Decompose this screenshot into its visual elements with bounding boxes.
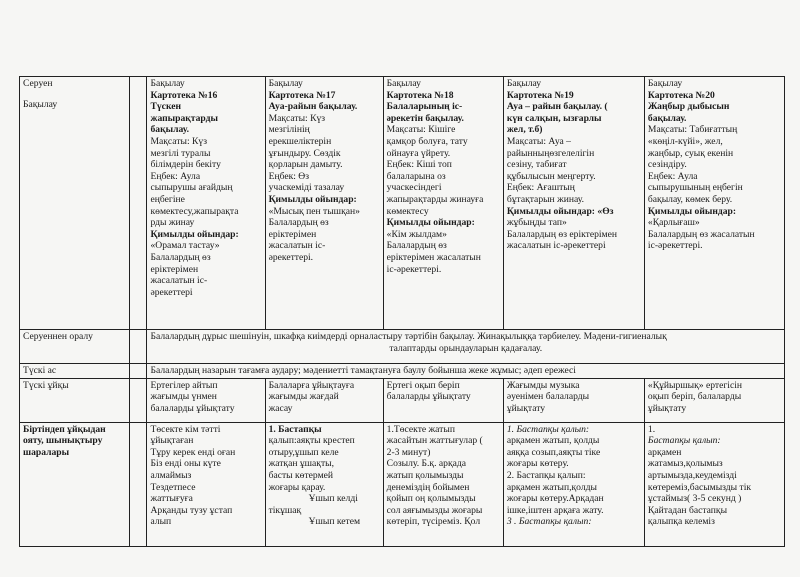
return-text-line-1: Балалардың дұрыс шешінуін, шкафқа киімдерді орналастыру тәртібін бақылау. Жинақылыққа тәрбиелеу. Мәдени-гигиеналық	[150, 331, 667, 342]
nap-text-line: жағымды жағдай	[268, 391, 339, 403]
card-text-line: «Орамал тастау»	[150, 240, 220, 252]
card-text-line: Мақсаты: Күз	[268, 112, 326, 124]
nap-text-line: Балаларға ұйықтауға	[268, 379, 355, 391]
wake-text-line: аяққа созып,аяқты тіке	[506, 446, 601, 458]
wake-row	[20, 422, 785, 546]
return-label: Серуеннен оралу	[23, 331, 93, 342]
card-text-line: ойнауға үйрету.	[386, 147, 451, 159]
card-text-line: еңбегіне	[150, 193, 185, 205]
wake-text-line: қалыпқа келеміз	[647, 516, 715, 528]
card-text-line: Еңбек: Кіші топ	[386, 159, 452, 171]
lunch-label: Түскі ас	[23, 365, 57, 376]
wake-text-line: Ұшып келді	[308, 493, 358, 505]
nap-cell-1	[147, 378, 265, 422]
card-text-line: бақылау.	[150, 124, 190, 136]
wake-text-line: Төсекте кім тәтті	[150, 423, 221, 435]
card-text-line: «Қарлығаш»	[647, 217, 700, 229]
card-text-line: жапырақтарды жинауға	[386, 193, 484, 205]
card-text-line: Ауа – райын бақылау. (	[506, 101, 608, 113]
wake-text-line: жатып қолымызды	[386, 469, 464, 481]
card-text-line: қамқор болуға, тату	[386, 135, 468, 147]
wake-text-line: ұстаймыз( 3-5 секунд )	[647, 493, 742, 505]
lunch-text-cell	[147, 364, 785, 379]
nap-cell-5	[644, 378, 784, 422]
walk-card-17	[265, 77, 383, 330]
card-text-line: бұтақтарын жинау.	[506, 193, 584, 205]
card-text-line: жасалатын іс-	[268, 240, 326, 252]
walk-label: Серуен	[23, 78, 53, 89]
walk-row	[20, 77, 785, 330]
nap-text-line: жасау	[268, 402, 293, 414]
nap-text-line: оқып беріп, балаларды	[647, 391, 742, 403]
lunch-row	[20, 364, 785, 379]
card-text-line: Қимылды ойындар: «Өз	[506, 205, 614, 217]
wake-text-line: жатқан ұшақты,	[268, 458, 335, 470]
wake-text-line: денеміздің бойымен	[386, 481, 470, 493]
card-text-line: Мақсаты: Кішіге	[386, 124, 456, 136]
wake-cell-3	[383, 422, 503, 546]
observation-label: Бақылау	[23, 98, 58, 110]
card-text-line: Қимылды ойындар:	[268, 193, 357, 205]
card-text-line: Картотека №18	[386, 89, 454, 101]
card-text-line: жаңбыр, суық екенін	[647, 147, 734, 159]
nap-label-cell	[20, 378, 130, 422]
nap-text-line: балаларды ұйықтату	[386, 391, 471, 403]
wake-text-line: тікұшақ	[268, 504, 302, 516]
card-text-line: сыпырушының еңбегін	[647, 182, 743, 194]
wake-text-line: қойып оң қолымызды	[386, 493, 476, 505]
card-text-line: мезгілі туралы	[150, 147, 211, 159]
card-text-line: әрекеттері.	[268, 251, 314, 263]
wake-cell-5	[644, 422, 784, 546]
wake-text-line: алып	[150, 516, 172, 528]
wake-text-line: жатамыз,қолымыз	[647, 458, 723, 470]
card-text-line: сезіндіру.	[647, 159, 687, 171]
wake-label-line-1: Біртіндеп ұйқыдан	[23, 423, 106, 435]
nap-text-line: Ертегілер айтып	[150, 379, 218, 391]
wake-text-line: арқамен жатып,қолды	[506, 481, 597, 493]
card-text-line: күн салқын, ызғарлы	[506, 112, 602, 124]
nap-text-line: балаларды ұйықтату	[150, 402, 235, 414]
wake-cell-4	[503, 422, 644, 546]
wake-text-line: көтеріп, түсіреміз. Қол	[386, 516, 481, 528]
nap-text-line: ұйықтату	[506, 402, 546, 414]
card-text-line: әрекеттері	[150, 286, 193, 298]
card-text-line: «көңіл-күйі», жел,	[647, 135, 723, 147]
walk-label-cell	[20, 77, 130, 330]
nap-label: Түскі ұйқы	[23, 379, 69, 391]
card-text-line: жұбыңды тап»	[506, 217, 567, 229]
card-text-line: іс-әрекеттері.	[647, 240, 703, 252]
card-text-line: Ауа-райын бақылау.	[268, 101, 358, 113]
card-text-line: Бақылау	[506, 78, 542, 89]
card-text-line: мезгілінің	[268, 124, 310, 136]
wake-text-line: 3 . Бастапқы қалып:	[506, 516, 592, 528]
card-text-line: Қимылды ойындар:	[386, 217, 475, 229]
card-text-line: Бақылау	[268, 78, 303, 89]
card-text-line: Картотека №20	[647, 89, 715, 101]
wake-text-line: 1.	[647, 423, 656, 435]
card-text-line: іс-әрекеттері.	[386, 263, 442, 275]
nap-text-line: Ертегі оқып беріп	[386, 379, 460, 391]
wake-text-line: Қайтадан бастапқы	[647, 504, 728, 516]
wake-text-line: 2-3 минут)	[386, 446, 431, 458]
lunch-label-cell	[20, 364, 130, 379]
wake-label-cell	[20, 422, 130, 546]
card-text-line: бақылау, көмек беру.	[647, 193, 733, 205]
wake-label-line-2: ояту, шынықтыру	[23, 435, 103, 447]
card-text-line: еріктерімен жасалатын	[386, 251, 481, 263]
wake-text-line: арқамен жатып, қолды	[506, 435, 600, 447]
nap-text-line: «Құйыршық» ертегісін	[647, 379, 743, 391]
wake-text-line: 1. Бастапқы қалып:	[506, 423, 590, 435]
wake-label-line-3: шаралары	[23, 446, 70, 458]
wake-cell-1	[147, 422, 265, 546]
card-text-line: жасалатын іс-	[150, 275, 208, 287]
card-text-line: Балалардың өз еріктерімен	[506, 228, 618, 240]
return-text-line-2: талаптарды орындауларын қадағалау.	[389, 342, 543, 354]
card-text-line: Еңбек: Аула	[150, 170, 201, 182]
card-text-line: көмектесу,жапырақта	[150, 205, 239, 217]
wake-text-line: ұйықтаған	[150, 435, 194, 447]
return-label-cell	[20, 330, 130, 364]
card-text-line: Картотека №19	[506, 89, 574, 101]
daily-plan-table	[19, 76, 785, 547]
card-text-line: Мақсаты: Ауа –	[506, 135, 571, 147]
card-text-line: Еңбек: Аула	[647, 170, 698, 182]
wake-text-line: басты көтермей	[268, 469, 334, 481]
card-text-line: сыпырушы ағайдың	[150, 182, 233, 194]
nap-text-line: Жағымды музыка	[506, 379, 580, 391]
card-text-line: еріктерімен	[268, 228, 317, 240]
spacer-cell	[129, 330, 147, 364]
spacer-cell	[129, 77, 147, 330]
nap-cell-4	[503, 378, 644, 422]
card-text-line: райынныңөзгелелігін	[506, 147, 595, 159]
card-text-line: еріктерімен	[150, 263, 199, 275]
card-text-line: Қимылды ойындар:	[647, 205, 737, 217]
wake-text-line: көтереміз,басымызды тік	[647, 481, 752, 493]
card-text-line: Балаларының іс-	[386, 101, 463, 113]
wake-text-line: 1. Бастапқы	[268, 423, 322, 435]
card-text-line: Балалардың өз	[268, 217, 329, 229]
card-text-line: ерекшеліктерін	[268, 135, 332, 147]
card-text-line: жасалатын іс-әрекеттері	[506, 240, 606, 252]
card-text-line: ұғындыру. Сөздік	[268, 147, 341, 159]
wake-text-line: Ұшып кетем	[308, 516, 361, 528]
card-text-line: білімдерін бекіту	[150, 159, 221, 171]
wake-text-line: 2. Бастапқы қалып:	[506, 469, 586, 481]
return-row	[20, 330, 785, 364]
nap-row	[20, 378, 785, 422]
nap-cell-3	[383, 378, 503, 422]
card-text-line: Мақсаты: Табиғаттың	[647, 124, 738, 136]
card-text-line: жел, т.б)	[506, 124, 543, 136]
card-text-line: әрекетін бақылау.	[386, 112, 464, 124]
card-text-line: Түскен	[150, 101, 182, 113]
wake-text-line: Тездетпесе	[150, 481, 196, 493]
spacer-cell	[129, 422, 147, 546]
wake-text-line: Арқанды тузу ұстап	[150, 504, 233, 516]
nap-text-line: ұйықтату	[647, 402, 687, 414]
return-text-cell	[147, 330, 785, 364]
card-text-line: құбылысын меңгерту.	[506, 170, 596, 182]
card-text-line: Бақылау	[150, 78, 185, 89]
walk-card-18	[383, 77, 503, 330]
wake-text-line: сол аяғымызды жоғары	[386, 504, 483, 516]
walk-card-19	[503, 77, 644, 330]
card-text-line: Еңбек: Өз	[268, 170, 310, 182]
card-text-line: Балалардың өз жасалатын	[647, 228, 755, 240]
card-text-line: Жаңбыр дыбысын	[647, 101, 730, 113]
card-text-line: Картотека №16	[150, 89, 218, 101]
nap-cell-2	[265, 378, 383, 422]
card-text-line: Бақылау	[386, 78, 421, 89]
card-text-line: балаларына оз	[386, 170, 446, 182]
wake-text-line: алмаймыз	[150, 469, 192, 481]
wake-text-line: жаттығуға	[150, 493, 193, 505]
card-text-line: учаскеміді тазалау	[268, 182, 345, 194]
lunch-text: Балалардың назарын тағамға аудару; мәдениетті тамақтануға баулу бойынша жеке жұмыс; әдеп ережесі	[150, 365, 576, 376]
card-text-line: «Кім жылдам»	[386, 228, 447, 240]
card-text-line: жапырақтарды	[150, 112, 218, 124]
card-text-line: көмектесу	[386, 205, 429, 217]
wake-cell-2	[265, 422, 383, 546]
wake-text-line: ішке,іштен арқаға жату.	[506, 504, 604, 516]
card-text-line: Балалардың өз	[386, 240, 447, 252]
wake-text-line: жоғары қарау.	[268, 481, 326, 493]
card-text-line: Мақсаты: Күз	[150, 135, 208, 147]
card-text-line: Еңбек: Ағаштың	[506, 182, 575, 194]
spacer-cell	[129, 378, 147, 422]
card-text-line: учаскесіндегі	[386, 182, 442, 194]
spacer-cell	[129, 364, 147, 379]
card-text-line: Балалардың өз	[150, 251, 211, 263]
card-text-line: бақылау.	[647, 112, 687, 124]
nap-text-line: әуенімен балаларды	[506, 391, 590, 403]
wake-text-line: жасайтын жаттығулар (	[386, 435, 483, 447]
wake-text-line: Бастапқы қалып:	[647, 435, 721, 447]
wake-text-line: Тұру керек енді оған	[150, 446, 236, 458]
walk-card-20	[644, 77, 784, 330]
wake-text-line: артымызда,кеудемізді	[647, 469, 737, 481]
card-text-line: қорларын дамыту.	[268, 159, 343, 171]
wake-text-line: жоғары көтеру.Арқадан	[506, 493, 604, 505]
wake-text-line: Біз енді оны күте	[150, 458, 221, 470]
wake-text-line: арқамен	[647, 446, 682, 458]
walk-card-16	[147, 77, 265, 330]
card-text-line: Қимылды ойындар:	[150, 228, 239, 240]
card-text-line: сезіну, табиғат	[506, 159, 567, 171]
nap-text-line: жағымды үнмен	[150, 391, 217, 403]
card-text-line: «Мысық пен тышқан»	[268, 205, 360, 217]
wake-text-line: жоғары көтеру.	[506, 458, 569, 470]
card-text-line: Картотека №17	[268, 89, 336, 101]
card-text-line: рды жинау	[150, 217, 195, 229]
wake-text-line: 1.Төсекте жатып	[386, 423, 455, 435]
card-text-line: Бақылау	[647, 78, 683, 89]
wake-text-line: отыру,ұшып келе	[268, 446, 339, 458]
wake-text-line: қалып:аяқты крестеп	[268, 435, 355, 447]
wake-text-line: Созылу. Б.қ. арқада	[386, 458, 467, 470]
